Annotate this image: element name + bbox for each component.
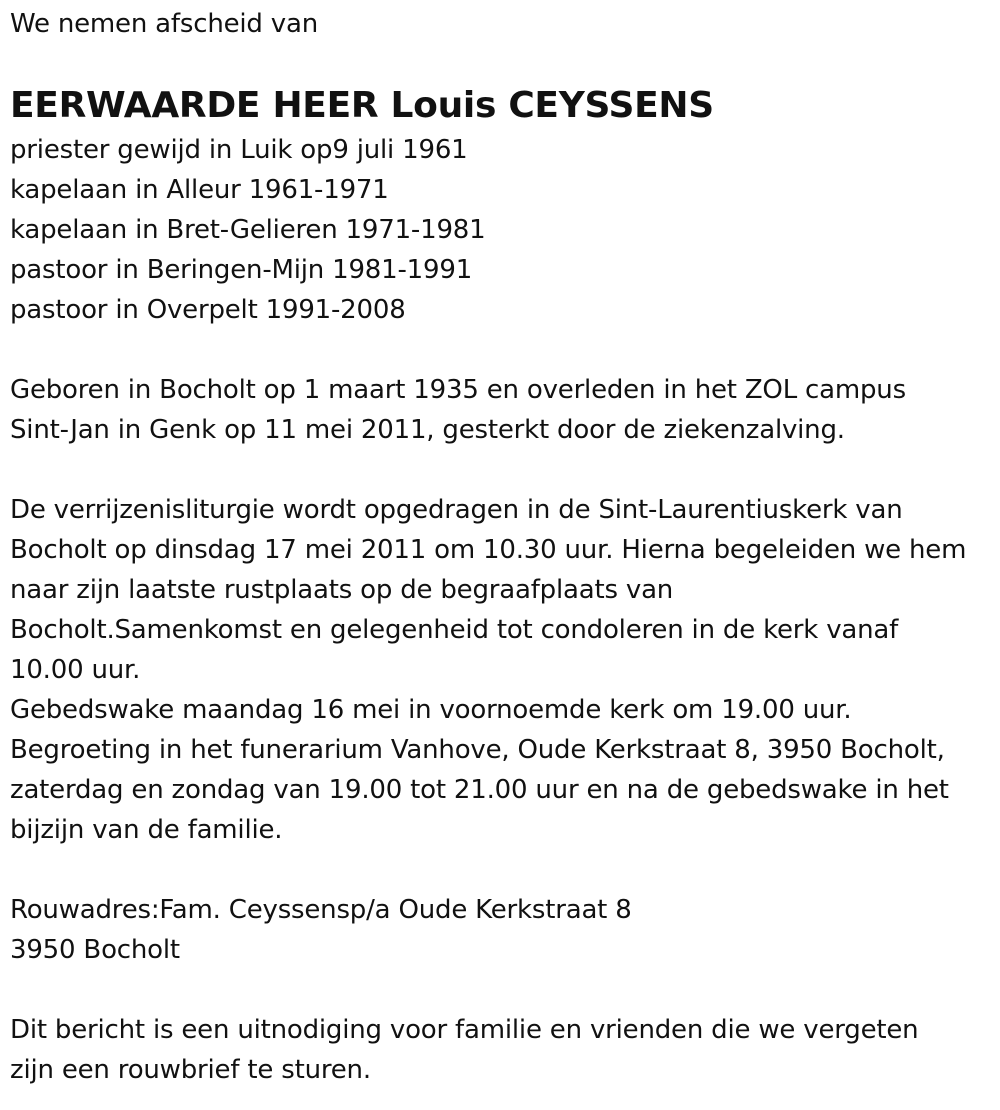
funeral-line: Begroeting in het funerarium Vanhove, Oude Kerkstraat 8, 3950 Bocholt, xyxy=(10,735,945,765)
funeral-line: 10.00 uur. xyxy=(10,655,141,685)
career-line: kapelaan in Bret-Gelieren 1971-1981 xyxy=(10,215,486,245)
spacer xyxy=(10,450,995,490)
spacer xyxy=(10,970,995,1010)
funeral-line: Gebedswake maandag 16 mei in voornoemde kerk om 19.00 uur. xyxy=(10,695,852,725)
funeral-section xyxy=(10,490,995,850)
birth-death-section xyxy=(10,370,995,450)
career-line: kapelaan in Alleur 1961-1971 xyxy=(10,175,389,205)
career-section xyxy=(10,130,995,330)
address-line: Rouwadres:Fam. Ceyssensp/a Oude Kerkstraat 8 xyxy=(10,895,632,925)
closing-line: Dit bericht is een uitnodiging voor familie en vrienden die we vergeten xyxy=(10,1015,919,1045)
birth-death-line: Geboren in Bocholt op 1 maart 1935 en overleden in het ZOL campus xyxy=(10,375,906,405)
funeral-line: Bocholt.Samenkomst en gelegenheid tot condoleren in de kerk vanaf xyxy=(10,615,899,645)
funeral-line: naar zijn laatste rustplaats op de begraafplaats van xyxy=(10,575,674,605)
address-section xyxy=(10,890,995,970)
funeral-line: Bocholt op dinsdag 17 mei 2011 om 10.30 uur. Hierna begeleiden we hem xyxy=(10,535,967,565)
spacer xyxy=(10,330,995,370)
deceased-name: EERWAARDE HEER Louis CEYSSENS xyxy=(10,85,714,126)
spacer xyxy=(10,850,995,890)
funeral-line: De verrijzenisliturgie wordt opgedragen in de Sint-Laurentiuskerk van xyxy=(10,495,903,525)
address-line: 3950 Bocholt xyxy=(10,935,180,965)
career-line: pastoor in Beringen-Mijn 1981-1991 xyxy=(10,255,473,285)
closing-section xyxy=(10,1010,995,1090)
birth-death-line: Sint-Jan in Genk op 11 mei 2011, gesterkt door de ziekenzalving. xyxy=(10,415,845,445)
career-line: priester gewijd in Luik op9 juli 1961 xyxy=(10,135,468,165)
career-line: pastoor in Overpelt 1991-2008 xyxy=(10,295,406,325)
funeral-line: zaterdag en zondag van 19.00 tot 21.00 uur en na de gebedswake in het xyxy=(10,775,949,805)
funeral-line: bijzijn van de familie. xyxy=(10,815,283,845)
intro-text: We nemen afscheid van xyxy=(10,9,318,39)
closing-line: zijn een rouwbrief te sturen. xyxy=(10,1055,371,1085)
obituary-notice xyxy=(10,0,995,1090)
